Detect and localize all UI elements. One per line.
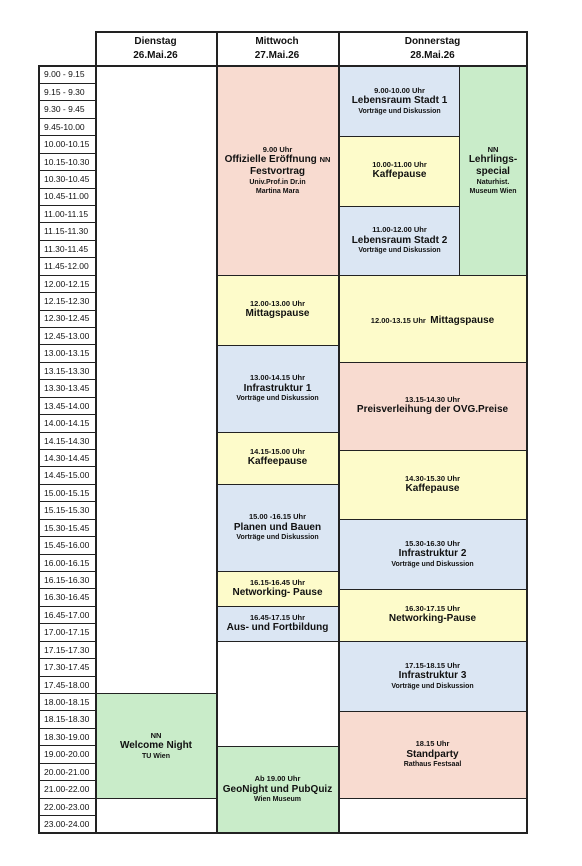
event-time: 15.00 -16.15 Uhr: [248, 512, 307, 522]
event-networking-thu: [339, 589, 526, 641]
time-slot: 17.00-17.15: [38, 624, 95, 642]
header-date: 27.Mai.26: [254, 50, 300, 61]
event-title: Planen und Bauen: [233, 521, 322, 533]
event-subtitle: Vorträge und Diskussion: [236, 534, 319, 542]
event-title: GeoNight und PubQuiz: [222, 783, 333, 795]
time-column: [38, 66, 95, 833]
grid-line: [338, 31, 340, 834]
grid-line: [217, 571, 338, 572]
event-speaker-title: Univ.Prof.in Dr.in: [249, 178, 306, 186]
time-slot: 16.00-16.15: [38, 554, 95, 572]
time-slot: 23.00-24.00: [38, 816, 95, 834]
event-title: Aus- und Fortbildung: [226, 621, 329, 633]
event-title: Infrastruktur 1: [243, 382, 312, 394]
grid-line: [339, 798, 527, 799]
grid-line: [339, 362, 527, 363]
time-slot: 14.30-14.45: [38, 450, 95, 468]
grid-line: [38, 832, 528, 834]
time-slot: 17.15-17.30: [38, 641, 95, 659]
event-title: Welcome Night: [119, 740, 193, 752]
grid-line: [217, 484, 338, 485]
event-preisverleihung: [339, 362, 526, 450]
event-subtitle: Vorträge und Diskussion: [358, 107, 441, 115]
time-slot: 22.00-23.00: [38, 798, 95, 816]
event-time: 15.30-16.30 Uhr: [404, 538, 461, 548]
grid-line: [339, 136, 460, 137]
time-slot: 13.15-13.30: [38, 362, 95, 380]
grid-line: [459, 66, 460, 275]
event-time: NN: [150, 730, 162, 740]
grid-line: [339, 450, 527, 451]
event-lunch-thu: [339, 275, 526, 362]
time-slot: 18.30-19.00: [38, 728, 95, 746]
event-time: 14.15-15.00 Uhr: [249, 447, 306, 457]
event-time: 13.15-14.30 Uhr: [404, 395, 461, 405]
event-title: Lehrlings-: [468, 153, 518, 165]
event-standparty: [339, 711, 526, 798]
event-coffee-wed: [217, 432, 338, 484]
time-slot: 15.45-16.00: [38, 537, 95, 555]
grid-line: [217, 606, 338, 607]
event-time: Ab 19.00 Uhr: [254, 774, 301, 784]
grid-line: [217, 345, 338, 346]
time-slot: 14.15-14.30: [38, 432, 95, 450]
time-slot: 10.45-11.00: [38, 188, 95, 206]
grid-line: [339, 275, 527, 276]
event-planen-bauen: [217, 484, 338, 571]
time-slot: 21.00-22.00: [38, 781, 95, 799]
grid-line: [217, 641, 338, 642]
time-slot: 18.00-18.15: [38, 694, 95, 712]
time-slot: 13.45-14.00: [38, 397, 95, 415]
event-lunch-wed: [217, 275, 338, 345]
grid-line: [339, 206, 460, 207]
time-slot: 16.45-17.00: [38, 606, 95, 624]
time-slot: 11.00-11.15: [38, 205, 95, 223]
grid-line: [95, 31, 528, 33]
event-subtitle: Vorträge und Diskussion: [358, 247, 441, 255]
time-slot: 11.15-11.30: [38, 223, 95, 241]
event-title-line: 12.00-13.15 Uhr Mittagspause: [370, 314, 495, 326]
grid-line: [38, 65, 40, 834]
event-time: 17.15-18.15 Uhr: [404, 660, 461, 670]
time-slot: 12.00-12.15: [38, 275, 95, 293]
time-slot: 14.45-15.00: [38, 467, 95, 485]
time-slot: 11.30-11.45: [38, 240, 95, 258]
event-time: 16.30-17.15 Uhr: [404, 604, 461, 614]
header-day: Mittwoch: [255, 36, 299, 47]
time-slot: 10.00-10.15: [38, 136, 95, 154]
time-slot: 16.15-16.30: [38, 572, 95, 590]
grid-line: [339, 711, 527, 712]
time-slot: 12.45-13.00: [38, 327, 95, 345]
event-infrastruktur-3: [339, 641, 526, 711]
event-title: Kaffeepause: [247, 456, 308, 468]
event-time: 18.15 Uhr: [415, 739, 450, 749]
event-title: Networking- Pause: [232, 586, 323, 598]
event-lebensraum-2: [339, 206, 460, 275]
event-nn: NN: [319, 154, 331, 164]
time-slot: 9.15 - 9.30: [38, 83, 95, 101]
header-day: Donnerstag: [404, 36, 461, 47]
header-day: Dienstag: [134, 36, 177, 47]
event-title: Infrastruktur 3: [398, 670, 467, 682]
event-infrastruktur-1: [217, 345, 338, 432]
grid-line: [339, 519, 527, 520]
event-time: 16.45-17.15 Uhr: [249, 612, 306, 622]
header-date: 26.Mai.26: [133, 50, 178, 61]
event-subtitle: Wien Museum: [254, 796, 301, 804]
time-slot: 17.30-17.45: [38, 659, 95, 677]
time-slot: 15.00-15.15: [38, 484, 95, 502]
header-wednesday: [216, 32, 338, 66]
event-time: 12.00-13.00 Uhr: [249, 299, 306, 309]
event-networking-wed: [217, 571, 338, 606]
time-slot: 18.15-18.30: [38, 711, 95, 729]
event-time: 13.00-14.15 Uhr: [249, 373, 306, 383]
event-subtitle: Vorträge und Diskussion: [391, 682, 474, 690]
event-lebensraum-1: [339, 66, 460, 136]
event-subtitle: Vorträge und Diskussion: [236, 395, 319, 403]
event-subtitle: Rathaus Festsaal: [403, 761, 462, 769]
event-title: Kaffepause: [372, 169, 427, 181]
event-title-line: Offizielle Eröffnung NN: [224, 153, 331, 165]
time-slot: 12.30-12.45: [38, 310, 95, 328]
event-title: Kaffepause: [405, 482, 460, 494]
event-time: 11.00-12.00 Uhr: [372, 225, 427, 235]
event-location: Naturhist.: [476, 178, 510, 186]
grid-line: [217, 432, 338, 433]
event-aus-fortbildung: [217, 606, 338, 641]
event-location-2: Museum Wien: [469, 187, 517, 195]
header-date: 28.Mai.26: [410, 50, 455, 61]
event-title: Infrastruktur 2: [398, 548, 467, 560]
event-title-2: special: [476, 166, 510, 178]
event-title: Preisverleihung der OVG.Preise: [356, 404, 509, 416]
time-slot: 13.00-13.15: [38, 345, 95, 363]
event-infrastruktur-2: [339, 519, 526, 589]
grid-line: [339, 641, 527, 642]
time-slot: 20.00-21.00: [38, 763, 95, 781]
time-slot: 11.45-12.00: [38, 258, 95, 276]
time-slot: 13.30-13.45: [38, 380, 95, 398]
event-title: Mittagspause: [245, 308, 310, 320]
time-slot: 14.00-14.15: [38, 415, 95, 433]
event-title: Standparty: [406, 748, 459, 760]
event-geonight: [217, 746, 338, 833]
event-coffee-thu-2: [339, 450, 526, 519]
header-thursday: [338, 32, 527, 66]
event-time: 10.00-11.00 Uhr: [372, 160, 427, 170]
event-time: 16.15-16.45 Uhr: [249, 577, 306, 587]
event-nn: NN: [487, 144, 499, 154]
grid-line: [96, 798, 217, 799]
event-welcome-night: [96, 694, 216, 798]
time-slot: 12.15-12.30: [38, 293, 95, 311]
time-slot: 15.15-15.30: [38, 502, 95, 520]
event-speaker: Martina Mara: [255, 187, 300, 195]
grid-line: [38, 65, 528, 67]
time-slot: 16.30-16.45: [38, 589, 95, 607]
event-lehrlings-special: [460, 66, 526, 275]
time-slot: 9.30 - 9.45: [38, 101, 95, 119]
event-title: Networking-Pause: [388, 613, 477, 625]
event-subtitle: Vorträge und Diskussion: [391, 560, 474, 568]
event-title: Festvortrag: [249, 166, 305, 178]
grid-line: [96, 693, 217, 694]
grid-line: [526, 31, 528, 834]
event-coffee-thu-1: [339, 136, 460, 206]
event-title: Lebensraum Stadt 2: [351, 234, 448, 246]
time-slot: 9.00 - 9.15: [38, 66, 95, 84]
grid-line: [217, 275, 338, 276]
grid-line: [339, 589, 527, 590]
event-time: 9.00-10.00 Uhr: [374, 85, 425, 95]
event-time: 14.30-15.30 Uhr: [404, 473, 461, 483]
header-tuesday: [95, 32, 216, 66]
event-opening: [217, 66, 338, 275]
grid-line: [217, 746, 338, 747]
event-subtitle: TU Wien: [142, 752, 170, 760]
time-slot: 15.30-15.45: [38, 519, 95, 537]
event-title: Lebensraum Stadt 1: [351, 95, 448, 107]
time-slot: 9.45-10.00: [38, 118, 95, 136]
time-slot: 17.45-18.00: [38, 676, 95, 694]
time-slot: 10.30-10.45: [38, 171, 95, 189]
time-slot: 10.15-10.30: [38, 153, 95, 171]
event-time: 9.00 Uhr: [262, 144, 293, 154]
grid-line: [95, 31, 97, 834]
time-slot: 19.00-20.00: [38, 746, 95, 764]
